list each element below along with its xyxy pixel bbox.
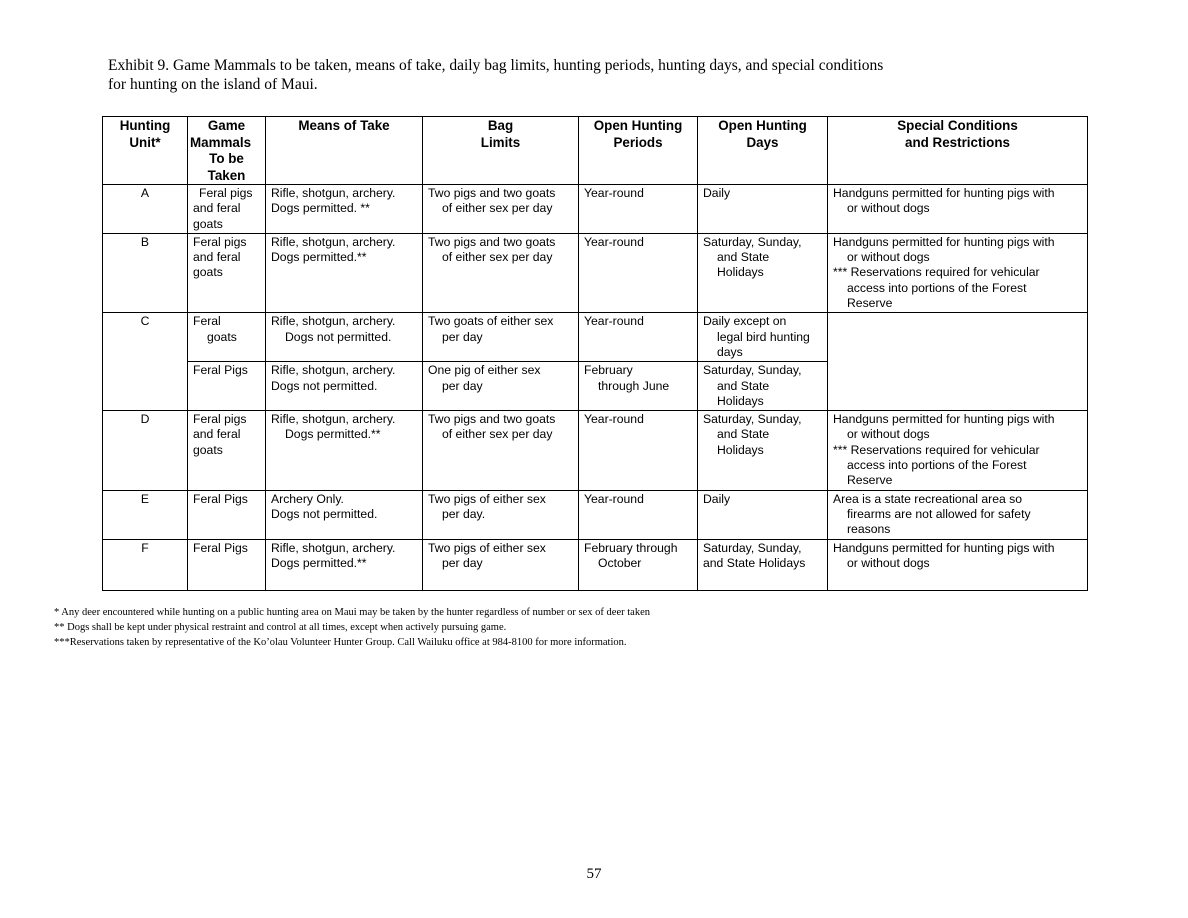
table-row-unit-b	[103, 233, 1088, 312]
cell-line: legal bird hunting	[717, 329, 810, 344]
cell-bag	[423, 233, 579, 312]
table-row-unit-e	[103, 490, 1088, 539]
cell-line: per day.	[442, 506, 486, 521]
cell-line: Year-round	[584, 186, 644, 200]
cell-game	[188, 539, 266, 590]
cell-line: Two pigs and two goats	[428, 234, 556, 249]
cell-line: Dogs permitted.**	[271, 555, 367, 570]
cell-line: goats	[207, 329, 237, 344]
cell-means	[266, 411, 423, 490]
cell-line: Handguns permitted for hunting pigs with	[833, 186, 1055, 200]
cell-line: Dogs permitted. **	[271, 201, 370, 216]
header-bag-limits	[423, 117, 579, 185]
header-text: Hunting	[119, 118, 171, 133]
footnote-dogs: ** Dogs shall be kept under physical restraint and control at all times, except when actively pursuing game.	[54, 622, 507, 633]
cell-means	[266, 233, 423, 312]
cell-line: Saturday, Sunday,	[703, 234, 802, 249]
cell-special	[828, 539, 1088, 590]
cell-days	[698, 411, 828, 490]
cell-line: goats	[193, 442, 223, 457]
table-row-unit-a	[103, 185, 1088, 234]
cell-line: Daily	[703, 186, 731, 200]
cell-periods	[579, 362, 698, 411]
cell-days	[698, 185, 828, 234]
cell-line: Daily except on	[703, 314, 787, 329]
cell-special	[828, 490, 1088, 539]
cell-line: Two goats of either sex	[428, 314, 554, 329]
page-number: 57	[586, 866, 602, 882]
cell-line: Two pigs and two goats	[428, 186, 556, 200]
header-open-hunting-days	[698, 117, 828, 185]
cell-line: Feral	[193, 314, 221, 329]
cell-line: and feral	[193, 427, 241, 442]
header-row	[103, 117, 1088, 185]
cell-line: Two pigs of either sex	[428, 540, 546, 555]
cell-line: per day	[442, 329, 483, 344]
cell-line: reasons	[847, 522, 891, 537]
cell-bag	[423, 362, 579, 411]
cell-line: Dogs not permitted.	[271, 506, 378, 521]
cell-special	[828, 411, 1088, 490]
cell-special	[828, 233, 1088, 312]
cell-line: Daily	[703, 491, 731, 506]
table-row-unit-d	[103, 411, 1088, 490]
cell-line: Two pigs and two goats	[428, 412, 556, 427]
cell-periods	[579, 539, 698, 590]
cell-line: Feral Pigs	[193, 540, 248, 555]
header-text: Game	[207, 118, 246, 133]
exhibit-caption	[108, 56, 1068, 94]
cell-line: Year-round	[584, 234, 644, 249]
cell-line: and feral	[193, 250, 241, 265]
cell-bag	[423, 185, 579, 234]
cell-line: Dogs not permitted.	[271, 378, 378, 393]
cell-line: and State Holidays	[703, 555, 806, 570]
cell-periods	[579, 233, 698, 312]
cell-special	[828, 185, 1088, 234]
cell-line: goats	[193, 216, 223, 231]
header-text: and Restrictions	[905, 134, 1010, 150]
header-text: Limits	[480, 134, 521, 150]
cell-game	[188, 313, 266, 362]
header-text: Open Hunting	[593, 118, 683, 133]
header-text: Mammals	[190, 134, 252, 150]
cell-line: Handguns permitted for hunting pigs with	[833, 234, 1055, 249]
cell-days	[698, 490, 828, 539]
table-row-unit-c	[103, 313, 1088, 362]
cell-line: February	[584, 363, 633, 378]
cell-line: February through	[584, 540, 678, 555]
cell-line: Feral pigs	[199, 186, 253, 200]
cell-means	[266, 490, 423, 539]
header-means-of-take	[266, 117, 423, 185]
footnote-reservations: ***Reservations taken by representative of the Ko’olau Volunteer Hunter Group. Call Wailuku office at 984-8100 for more information.	[54, 637, 627, 648]
cell-line: per day	[442, 378, 483, 393]
header-hunting-unit	[103, 117, 188, 185]
cell-line: Dogs permitted.**	[271, 250, 367, 265]
cell-periods	[579, 411, 698, 490]
cell-line: Reserve	[847, 473, 893, 488]
caption-line-1: Exhibit 9. Game Mammals to be taken, means of take, daily bag limits, hunting periods, hunting days, and special conditions	[108, 57, 884, 74]
cell-line: Reserve	[847, 296, 893, 311]
cell-periods	[579, 313, 698, 362]
footnote-deer: * Any deer encountered while hunting on a public hunting area on Maui may be taken by the hunter regardless of number or sex of deer taken	[54, 607, 650, 618]
cell-bag	[423, 539, 579, 590]
cell-line: Saturday, Sunday,	[703, 412, 802, 427]
cell-line: and State	[717, 250, 770, 265]
header-text: Means of Take	[298, 118, 390, 133]
cell-means	[266, 313, 423, 362]
cell-line: One pig of either sex	[428, 363, 541, 378]
cell-line: Feral pigs	[193, 412, 247, 427]
footnotes	[54, 605, 650, 650]
cell-line: days	[717, 344, 743, 359]
cell-line: of either sex per day	[442, 427, 553, 442]
header-game-mammals	[188, 117, 266, 185]
cell-unit: C	[103, 313, 188, 411]
header-special-conditions	[828, 117, 1088, 185]
header-text: To be	[209, 151, 244, 166]
cell-line: firearms are not allowed for safety	[847, 506, 1031, 521]
cell-line: or without dogs	[847, 201, 930, 216]
cell-line: Rifle, shotgun, archery.	[271, 314, 396, 329]
cell-days	[698, 539, 828, 590]
cell-unit: E	[103, 490, 188, 539]
cell-line: Holidays	[717, 393, 764, 408]
header-text: Open Hunting	[718, 118, 807, 133]
cell-bag	[423, 313, 579, 362]
cell-line: Rifle, shotgun, archery.	[271, 540, 396, 555]
cell-line: through June	[598, 378, 670, 393]
cell-periods	[579, 490, 698, 539]
header-text: Taken	[207, 167, 246, 183]
cell-line: Feral Pigs	[193, 491, 248, 506]
cell-line: Area is a state recreational area so	[833, 491, 1023, 506]
header-text: Periods	[613, 134, 663, 150]
hunting-table	[102, 116, 1088, 591]
header-open-hunting-periods	[579, 117, 698, 185]
cell-line: Archery Only.	[271, 491, 344, 506]
cell-game	[188, 362, 266, 411]
cell-unit: D	[103, 411, 188, 490]
cell-unit: B	[103, 233, 188, 312]
cell-game	[188, 490, 266, 539]
cell-line: per day	[442, 555, 483, 570]
cell-line: Year-round	[584, 491, 644, 506]
cell-line: Holidays	[717, 442, 764, 457]
cell-line: Holidays	[717, 265, 764, 280]
cell-unit: A	[103, 185, 188, 234]
cell-line: or without dogs	[847, 250, 930, 265]
cell-means	[266, 185, 423, 234]
cell-line: and State	[717, 427, 770, 442]
cell-line: access into portions of the Forest	[847, 458, 1027, 473]
cell-line: Rifle, shotgun, archery.	[271, 412, 396, 427]
cell-game	[188, 411, 266, 490]
cell-line: Year-round	[584, 314, 644, 329]
cell-line: Dogs not permitted.	[285, 329, 392, 344]
cell-line: October	[598, 555, 642, 570]
cell-line: Saturday, Sunday,	[703, 540, 802, 555]
table-row-unit-f	[103, 539, 1088, 590]
cell-game	[188, 233, 266, 312]
cell-line: Feral Pigs	[193, 363, 248, 378]
cell-line: Rifle, shotgun, archery.	[271, 186, 396, 200]
cell-line: access into portions of the Forest	[847, 280, 1027, 295]
cell-days	[698, 233, 828, 312]
cell-means	[266, 539, 423, 590]
cell-special-empty	[828, 313, 1088, 411]
cell-days	[698, 313, 828, 362]
cell-line: Feral pigs	[193, 234, 247, 249]
cell-line: and State	[717, 378, 770, 393]
cell-line: or without dogs	[847, 427, 930, 442]
cell-line: Saturday, Sunday,	[703, 363, 802, 378]
cell-line: Dogs permitted.**	[285, 427, 381, 442]
header-text: Days	[746, 134, 779, 150]
cell-periods	[579, 185, 698, 234]
cell-line: Handguns permitted for hunting pigs with	[833, 540, 1055, 555]
caption-line-2: for hunting on the island of Maui.	[108, 76, 318, 93]
header-text: Special Conditions	[897, 118, 1018, 133]
cell-line: *** Reservations required for vehicular	[833, 265, 1040, 280]
header-text: Bag	[487, 118, 514, 133]
cell-line: of either sex per day	[442, 201, 553, 216]
cell-line: Rifle, shotgun, archery.	[271, 234, 396, 249]
header-text: Unit*	[129, 134, 161, 150]
cell-bag	[423, 490, 579, 539]
cell-line: Rifle, shotgun, archery.	[271, 363, 396, 378]
cell-line: of either sex per day	[442, 250, 553, 265]
cell-line: or without dogs	[847, 555, 930, 570]
cell-means	[266, 362, 423, 411]
cell-line: goats	[193, 265, 223, 280]
cell-unit: F	[103, 539, 188, 590]
cell-line: Two pigs of either sex	[428, 491, 546, 506]
cell-game	[188, 185, 266, 234]
cell-line: *** Reservations required for vehicular	[833, 442, 1040, 457]
cell-line: and feral	[193, 201, 241, 216]
cell-line: Handguns permitted for hunting pigs with	[833, 412, 1055, 427]
cell-bag	[423, 411, 579, 490]
cell-days	[698, 362, 828, 411]
cell-line: Year-round	[584, 412, 644, 427]
